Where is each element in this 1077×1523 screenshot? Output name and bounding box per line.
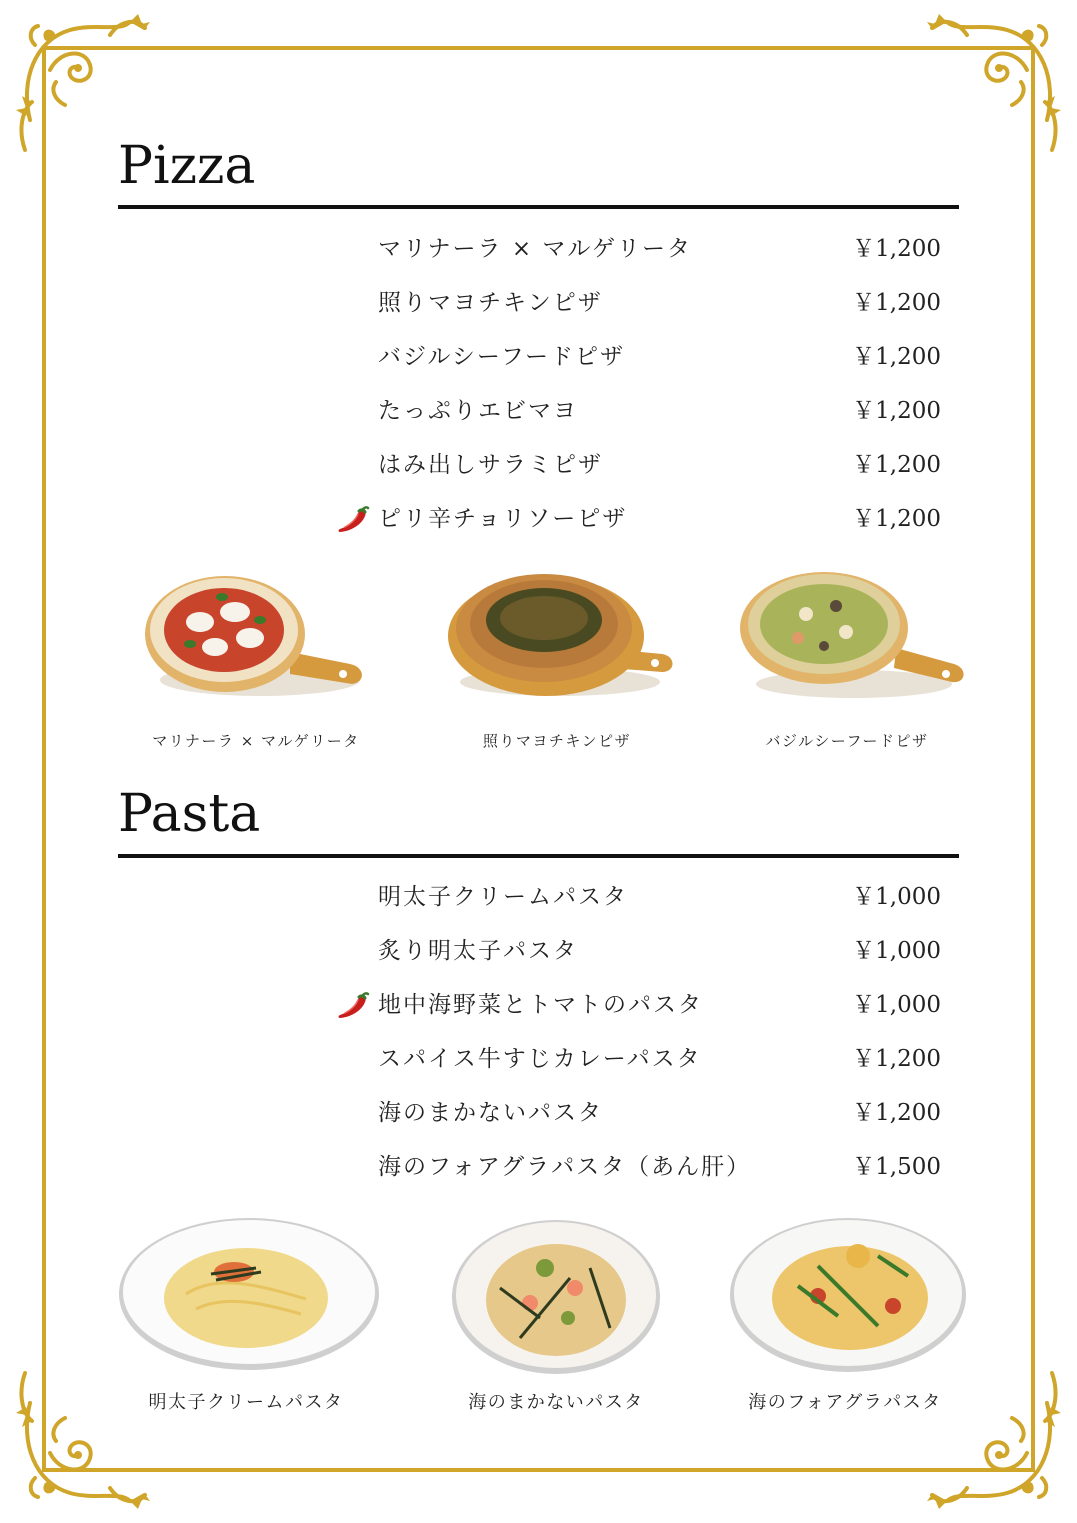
menu-item-name: ピリ辛チョリソーピザ: [378, 506, 628, 532]
pasta-photo-makanai: [450, 1218, 662, 1376]
chili-pepper-icon: [336, 505, 370, 535]
pasta-item: [378, 1147, 941, 1187]
pizza-title-rule: [118, 205, 959, 209]
pasta-photo-caption: 海のフォアグラパスタ: [748, 1392, 942, 1413]
ornament-bottom-left-icon: [10, 1363, 160, 1513]
pasta-item: [378, 931, 941, 971]
pizza-item: [378, 229, 941, 269]
ornament-top-right-icon: [917, 10, 1067, 160]
menu-item-price: ￥1,200: [852, 236, 941, 262]
pasta-item: [378, 1039, 941, 1079]
pizza-photo-teriyaki: [440, 564, 680, 702]
pizza-item: [378, 283, 941, 323]
menu-item-price: ￥1,200: [852, 452, 941, 478]
menu-item-price: ￥1,200: [852, 1100, 941, 1126]
pizza-section-title: Pizza: [118, 136, 256, 196]
pasta-photo-foie-gras: [728, 1216, 968, 1374]
menu-item-name: 海のまかないパスタ: [378, 1100, 603, 1126]
pasta-photo-caption: 明太子クリームパスタ: [148, 1392, 344, 1413]
menu-item-price: ￥1,000: [852, 884, 941, 910]
menu-item-price: ￥1,200: [852, 398, 941, 424]
menu-item-name: たっぷりエビマヨ: [378, 398, 578, 424]
menu-item-price: ￥1,200: [852, 290, 941, 316]
pizza-photo-caption: マリナーラ × マルゲリータ: [152, 732, 360, 750]
menu-item-name: 照りマヨチキンピザ: [378, 290, 603, 316]
pizza-item: [378, 391, 941, 431]
menu-item-price: ￥1,000: [852, 992, 941, 1018]
pizza-item: [378, 499, 941, 539]
menu-item-price: ￥1,000: [852, 938, 941, 964]
pasta-photo-caption: 海のまかないパスタ: [468, 1392, 644, 1413]
menu-item-name: 明太子クリームパスタ: [378, 884, 628, 910]
menu-item-price: ￥1,200: [852, 344, 941, 370]
pizza-photo-seafood: [736, 566, 972, 702]
menu-item-price: ￥1,200: [852, 506, 941, 532]
menu-item-price: ￥1,200: [852, 1046, 941, 1072]
menu-item-name: バジルシーフードピザ: [378, 344, 626, 370]
pizza-photo-caption: バジルシーフードピザ: [765, 732, 929, 750]
menu-item-name: 海のフォアグラパスタ（あん肝）: [378, 1154, 752, 1180]
pasta-title-rule: [118, 854, 959, 858]
chili-pepper-icon: [336, 991, 370, 1021]
pasta-photo-mentaiko-cream: [116, 1214, 382, 1374]
pasta-item: [378, 1093, 941, 1133]
pizza-photo-margherita: [140, 572, 372, 702]
pizza-item: [378, 445, 941, 485]
ornament-bottom-right-icon: [917, 1363, 1067, 1513]
menu-item-name: 地中海野菜とトマトのパスタ: [378, 992, 703, 1018]
menu-item-name: 炙り明太子パスタ: [378, 938, 578, 964]
menu-item-name: スパイス牛すじカレーパスタ: [378, 1046, 702, 1072]
pasta-section-title: Pasta: [118, 784, 261, 844]
pasta-item: [378, 877, 941, 917]
menu-item-price: ￥1,500: [852, 1154, 941, 1180]
pasta-item: [378, 985, 941, 1025]
menu-item-name: マリナーラ × マルゲリータ: [378, 236, 692, 262]
menu-item-name: はみ出しサラミピザ: [378, 452, 603, 478]
pizza-item: [378, 337, 941, 377]
pizza-photo-caption: 照りマヨチキンピザ: [482, 732, 632, 750]
